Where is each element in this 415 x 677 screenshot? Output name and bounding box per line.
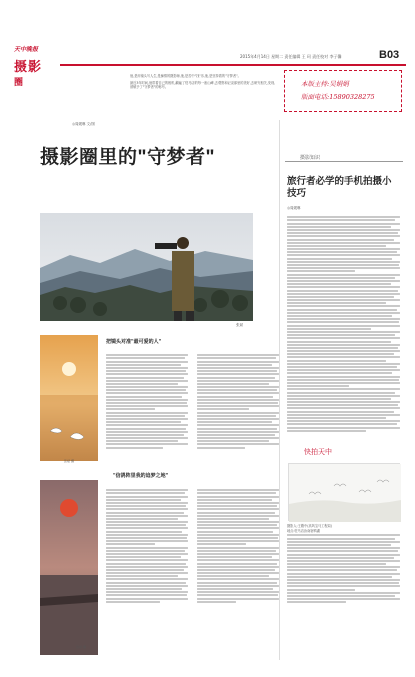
column-divider — [279, 120, 280, 660]
tips-author: ◎周媛琳 — [287, 206, 301, 210]
intro-paragraph-2: 最近3年时间,他带着自己的相机,翻遍了驻马店的每一座山峰,去观察和记录那里的美好,去研究相关,发现,被赋予了"守梦者"的称号。 — [130, 80, 276, 90]
tips-divider — [285, 161, 403, 162]
masthead — [14, 44, 52, 88]
sunset-photo — [40, 335, 98, 461]
section-subtitle: 圈 — [14, 78, 24, 88]
page-number: B03 — [379, 49, 400, 61]
body-column-3 — [106, 488, 188, 604]
header-rule — [60, 64, 406, 66]
photo-credit: 张斌 — [236, 323, 243, 327]
mail-photo — [288, 463, 400, 521]
sunset-credit: 张斌 摄 — [64, 459, 74, 463]
date-line: 2015年4月14日 星期二 责任编辑 王 珂 责任校对 李子馨 — [240, 54, 342, 59]
main-title: 摄影圈里的"守梦者" — [40, 147, 216, 168]
intro-paragraph-1: 他,是用镜头写人生,是痴情的摄影师,他,是苦中"找"乐,他,是坚持着的"守梦者"。 — [130, 74, 241, 78]
intro-credit: ◎周媛琳 文/图 — [72, 122, 95, 126]
subhead-1: 把镜头对准"最可爱的人" — [106, 339, 162, 345]
subhead-2: "信鸽阵里我的追梦之地" — [113, 473, 169, 479]
editor-box — [284, 70, 402, 112]
tips-tag: 摄影知识 — [300, 155, 321, 161]
intro-text — [130, 74, 278, 90]
mail-tag: 快拍天中 — [304, 448, 332, 456]
red-sun-credit: 张斌 摄 — [76, 645, 86, 649]
body-column-2 — [197, 353, 279, 450]
editor-name: 本版主持:吴娟娟 — [301, 80, 349, 88]
tips-body — [287, 215, 400, 433]
main-photo — [40, 213, 253, 321]
body-column-4 — [197, 488, 279, 604]
mail-subcaption: 地点:驻马店汝南宿鸭湖 — [287, 528, 320, 533]
section-title: 摄影 — [14, 60, 43, 75]
body-column-1 — [106, 353, 188, 450]
editor-contact: 版面电话:15890328275 — [301, 93, 375, 101]
paper-name: 天中晚报 — [14, 46, 39, 53]
red-sun-photo — [40, 480, 98, 655]
mail-body — [287, 524, 400, 605]
tips-title: 旅行者必学的手机拍摄小技巧 — [287, 176, 392, 199]
mail-caption: 摄影人:王殿中(高风宝马工程局) — [287, 524, 332, 528]
